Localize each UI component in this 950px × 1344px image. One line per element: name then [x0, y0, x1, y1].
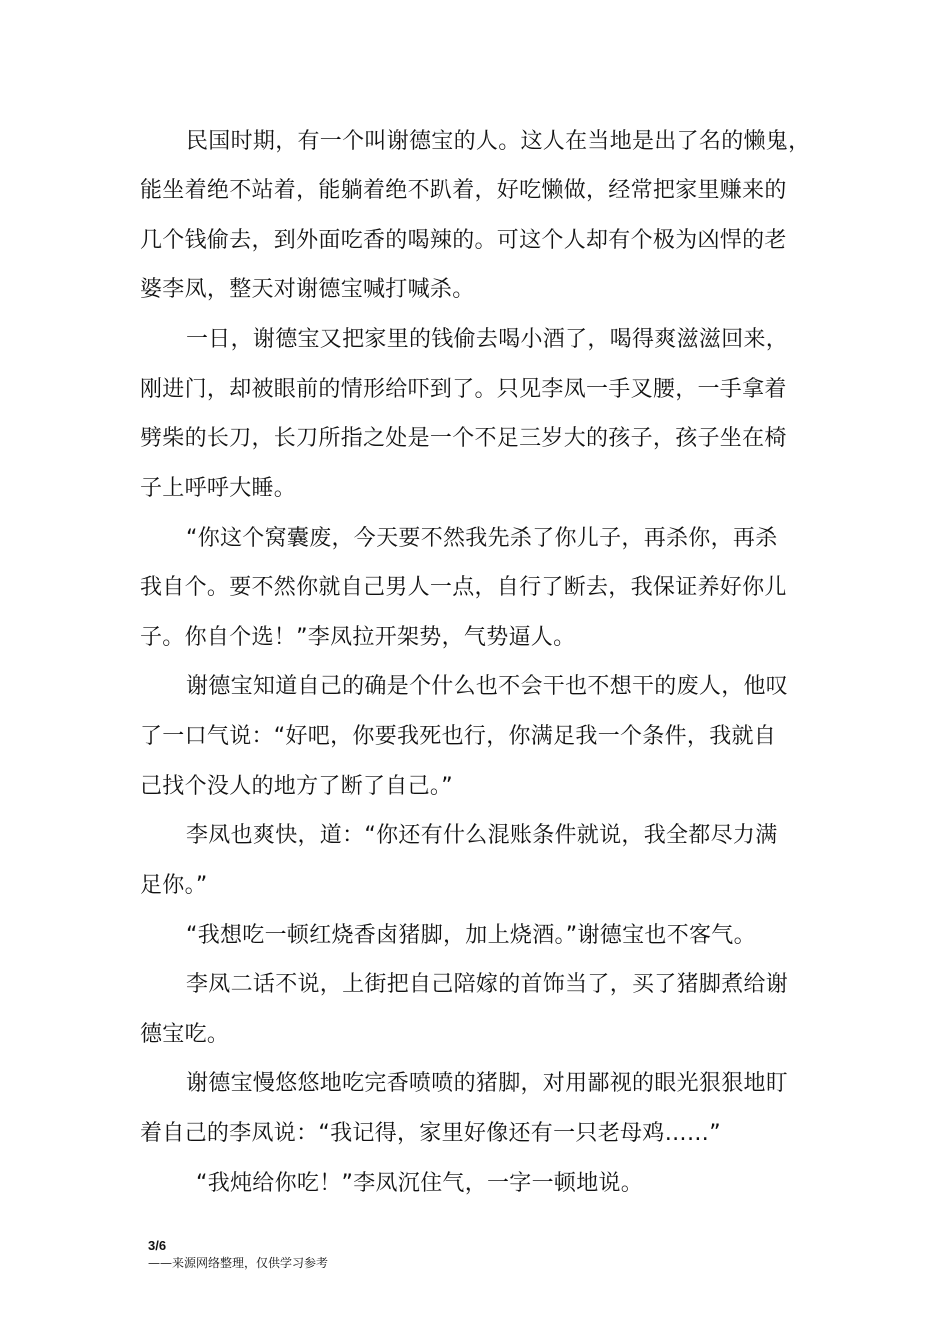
text-line: 我自个。要不然你就自己男人一点，自行了断去，我保证养好你儿 — [140, 575, 787, 600]
text-line: 能坐着绝不站着，能躺着绝不趴着，好吃懒做，经常把家里赚来的 — [140, 178, 787, 203]
text-line: 谢德宝慢悠悠地吃完香喷喷的猪脚，对用鄙视的眼光狠狠地盯 — [186, 1071, 789, 1096]
text-line: 了一口气说：“好吧，你要我死也行，你满足我一个条件，我就自 — [140, 724, 777, 749]
text-line: 几个钱偷去，到外面吃香的喝辣的。可这个人却有个极为凶悍的老 — [140, 228, 787, 253]
text-line: “你这个窝囊废，今天要不然我先杀了你儿子，再杀你，再杀 — [186, 526, 778, 551]
text-line: 一日，谢德宝又把家里的钱偷去喝小酒了，喝得爽滋滋回来， — [186, 327, 789, 352]
page-number: 3/6 — [148, 1238, 167, 1253]
text-line: 足你。” — [140, 873, 208, 898]
text-line: “我炖给你吃！”李凤沉住气，一字一顿地说。 — [196, 1171, 644, 1196]
text-line: 德宝吃。 — [140, 1022, 230, 1047]
text-line: 谢德宝知道自己的确是个什么也不会干也不想干的废人，他叹 — [186, 674, 789, 699]
text-line: 刚进门，却被眼前的情形给吓到了。只见李凤一手叉腰，一手拿着 — [140, 377, 787, 402]
text-line: 劈柴的长刀，长刀所指之处是一个不足三岁大的孩子，孩子坐在椅 — [140, 426, 787, 451]
source-note: ——来源网络整理，仅供学习参考 — [148, 1256, 329, 1270]
text-line: “我想吃一顿红烧香卤猪脚，加上烧酒。”谢德宝也不客气。 — [186, 923, 756, 948]
text-line: 子。你自个选！”李凤拉开架势，气势逼人。 — [140, 625, 576, 650]
text-line: 李凤也爽快，道：“你还有什么混账条件就说，我全都尽力满 — [186, 823, 778, 848]
text-line: 民国时期，有一个叫谢德宝的人。这人在当地是出了名的懒鬼， — [186, 129, 811, 154]
text-line: 着自己的李凤说：“我记得，家里好像还有一只老母鸡……” — [140, 1121, 721, 1146]
text-line: 子上呼呼大睡。 — [140, 476, 297, 501]
text-line: 婆李凤，整天对谢德宝喊打喊杀。 — [140, 277, 475, 302]
text-line: 李凤二话不说，上街把自己陪嫁的首饰当了，买了猪脚煮给谢 — [186, 972, 789, 997]
text-line: 己找个没人的地方了断了自己。” — [140, 774, 453, 799]
